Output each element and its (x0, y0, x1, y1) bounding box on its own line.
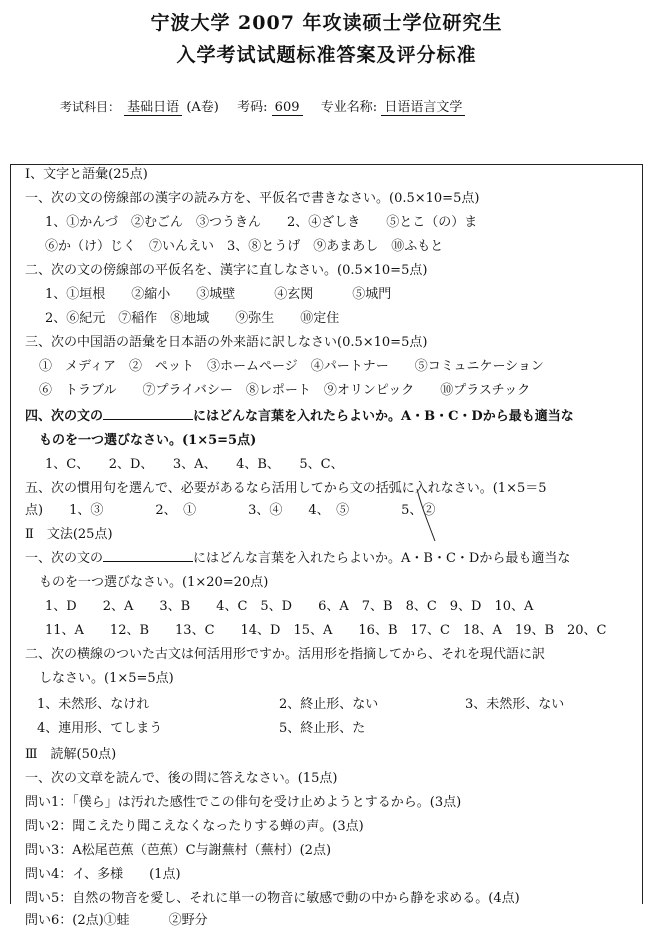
answer-item: 3、未然形、ない (465, 697, 565, 712)
question-text: にはどんな言葉を入れたらよいか。A・B・C・Dから最も適当な (193, 551, 571, 566)
question-heading (25, 549, 570, 569)
answer-item: 5、終止形、た (279, 721, 366, 736)
answer-line: ⑥ トラブル ⑦プライバシー ⑧レポート ⑨オリンピック ⑩プラスチック (39, 383, 531, 398)
code-value: 609 (272, 100, 303, 116)
answer-line: 問い4：イ、多様 (1点) (25, 867, 181, 882)
question-heading (25, 407, 574, 427)
answer-item: 1、未然形、なけれ (37, 697, 150, 712)
question-heading: 一、次の文章を読んで、後の問に答えなさい。(15点) (25, 771, 338, 786)
question-heading: 二、次の横線のついた古文は何活用形ですか。活用形を指摘してから、それを現代語に訳 (25, 647, 546, 662)
question-heading: 二、次の文の傍線部の平仮名を、漢字に直しなさい。(0.5×10=5点) (25, 263, 428, 278)
major-value: 日语语言文学 (381, 100, 465, 116)
paper-type: (A卷) (186, 100, 219, 115)
question-heading: ものを一つ選びなさい。(1×5=5点) (39, 433, 257, 448)
pen-mark (413, 485, 443, 545)
answer-item: 4、連用形、てしまう (37, 721, 163, 736)
code-label: 考码: (237, 100, 268, 115)
answer-line: 問い2：聞こえたり聞こえなくなったりする蝉の声。(3点) (25, 819, 364, 834)
subject-value: 基础日语 (124, 100, 182, 116)
answer-line: 点) 1、③ 2、 ① 3、④ 4、 ⑤ 5、② (25, 503, 436, 518)
answer-line: 問い5：自然の物音を愛し、それに単一の物音に敏感で動の中から静を求める。(4点) (25, 891, 520, 906)
question-text: 一、次の文の (25, 551, 104, 566)
question-text: 四、次の文の (25, 409, 104, 424)
answer-line: 1、C、 2、D、 3、A、 4、B、 5、C、 (45, 457, 344, 472)
question-heading: 一、次の文の傍線部の漢字の読み方を、平仮名で書きなさい。(0.5×10=5点) (25, 191, 480, 206)
exam-meta (60, 96, 465, 115)
question-heading: ものを一つ選びなさい。(1×20=20点) (39, 575, 269, 590)
blank-underline (103, 549, 193, 562)
answer-line: 1、D 2、A 3、B 4、C 5、D 6、A 7、B 8、C 9、D 10、A (45, 599, 534, 614)
question-heading: 五、次の慣用句を選んで、必要があるなら活用してから文の括弧に入れなさい。(1×5＝5 (25, 481, 547, 496)
document-title: 宁波大学 2007 年攻读硕士学位研究生 (150, 12, 503, 34)
subject-label: 考试科目： (60, 100, 121, 114)
section-heading: Ⅰ、文字と語彙(25点) (25, 167, 148, 182)
answer-line: ⑥か（け）じく ⑦いんえい 3、⑧とうげ ⑨あまあし ⑩ふもと (45, 239, 444, 254)
question-heading: 三、次の中国語の語彙を日本語の外来語に訳しなさい(0.5×10=5点) (25, 335, 428, 350)
document-subtitle: 入学考试试题标准答案及评分标准 (176, 44, 477, 66)
answer-line: ① メディア ② ペット ③ホームページ ④パートナー ⑤コミュニケーション (39, 359, 544, 374)
answer-box (10, 164, 643, 928)
blank-underline (103, 407, 193, 420)
answer-line: 1、①かんづ ②むごん ③つうきん 2、④ざしき ⑤とこ（の）ま (45, 215, 478, 230)
question-text: にはどんな言葉を入れたらよいか。A・B・C・Dから最も適当な (193, 409, 574, 424)
section-heading: Ⅱ 文法(25点) (25, 527, 113, 542)
answer-line: 2、⑥紀元 ⑦稲作 ⑧地域 ⑨弥生 ⑩定住 (45, 311, 340, 326)
section-heading: Ⅲ 読解(50点) (25, 747, 117, 762)
answer-line: 問い3：A松尾芭蕉（芭蕉）C与謝蕪村（蕪村）(2点) (25, 843, 332, 858)
answer-line: 11、A 12、B 13、C 14、D 15、A 16、B 17、C 18、A 19、B 20、C (45, 623, 607, 638)
question-heading: しなさい。(1×5=5点) (39, 671, 174, 686)
answer-item: 2、終止形、ない (279, 697, 379, 712)
answer-line: 問い6：(2点)①蛙 ②野分 (25, 913, 208, 928)
major-label: 专业名称: (320, 100, 378, 115)
answer-line: 1、①垣根 ②縮小 ③城壁 ④玄関 ⑤城門 (45, 287, 392, 302)
answer-line: 問い1：「僕ら」は汚れた感性でこの俳句を受け止めようとするから。(3点) (25, 795, 462, 810)
